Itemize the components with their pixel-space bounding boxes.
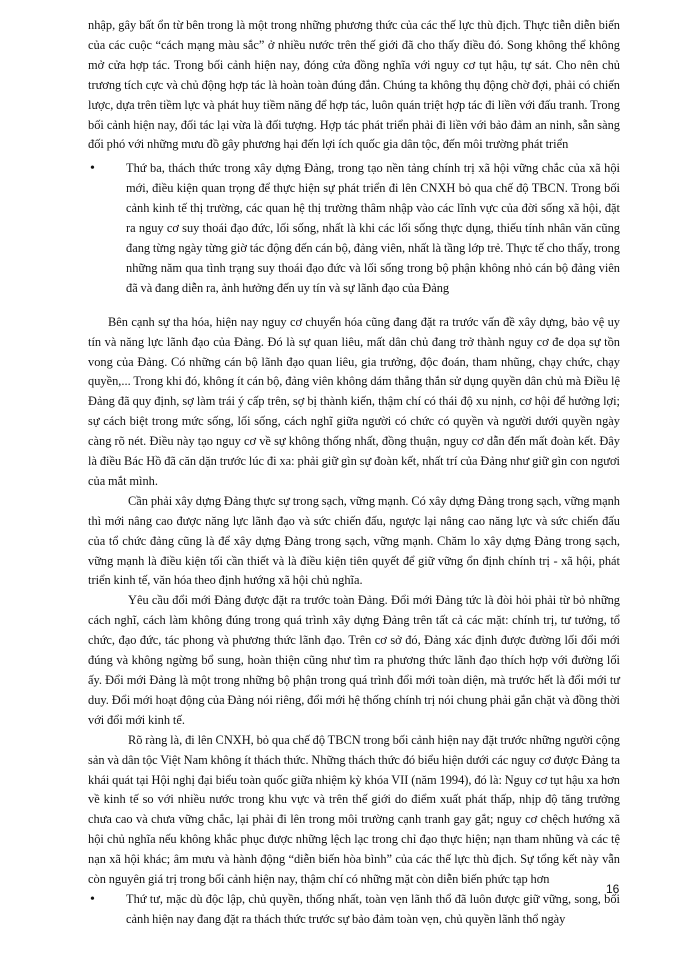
paragraph-6: Rõ ràng là, đi lên CNXH, bỏ qua chế độ TBCN trong bối cảnh hiện nay đặt trước những người cộng sản và dân tộc Việt Nam không ít thách thức. Những thách thức đó biểu hiện dưới các nguy cơ được Đảng ta khái quát tại Hội nghị đại biểu toàn quốc giữa nhiệm kỳ khóa VII (năm 1994), đó là: Nguy cơ tụt hậu xa hơn về kinh tế so với nhiều nước trong khu vực và trên thế giới do điểm xuất phát thấp, nhịp độ tăng trưởng chưa cao và chưa vững chắc, lại phải đi lên trong môi trường cạnh tranh gay gắt; nguy cơ chệch hướng xã hội chủ nghĩa nếu không khắc phục được những lệch lạc trong chỉ đạo thực hiện; nạn tham nhũng và các tệ nạn xã hội khác; âm mưu và hành động “diễn biến hòa bình” của các thế lực thù địch. Sự tổng kết này vẫn còn nguyên giá trị trong bối cảnh hiện nay, thậm chí có những mặt còn diễn biến phức tạp hơn bbox=[88, 732, 620, 887]
bullet-paragraph-fourth: Thứ tư, mặc dù độc lập, chủ quyền, thống nhất, toàn vẹn lãnh thổ đã luôn được giữ vững, song, bối cảnh hiện nay đang đặt ra thách thức trước sự bảo đảm toàn vẹn, chủ quyền lãnh thổ ngày bbox=[126, 891, 620, 926]
bullet-icon: • bbox=[90, 891, 95, 907]
bullet-icon: • bbox=[90, 161, 95, 177]
bullet-item-fourth bbox=[88, 890, 620, 930]
document-page bbox=[88, 16, 620, 930]
bullet-item-third bbox=[88, 159, 620, 298]
bullet-paragraph-third: Thứ ba, thách thức trong xây dựng Đảng, trong tạo nền tảng chính trị xã hội vững chắc của xã hội mới, điều kiện quan trọng để thực hiện sự phát triển đi lên CNXH bỏ qua chế độ TBCN. Trong bối cảnh kinh tế thị trường, các quan hệ thị trường thâm nhập vào các lĩnh vực của đời sống xã hội, đặt ra nguy cơ suy thoái đạo đức, lối sống, nhất là khi các lối sống thực dụng, thiếu tính nhân văn cũng đang từng ngày từng giờ tác động đến cán bộ, đảng viên, nhất là tầng lớp trẻ. Thực tế cho thấy, trong những năm qua tình trạng suy thoái đạo đức và lối sống trong bộ phận không nhỏ cán bộ đảng viên đã và đang diễn ra, ảnh hưởng đến uy tín và sự lãnh đạo của Đảng bbox=[126, 161, 620, 295]
page-number: 16 bbox=[606, 882, 620, 896]
paragraph-3: Bên cạnh sự tha hóa, hiện nay nguy cơ chuyển hóa cũng đang đặt ra trước vấn đề xây dựng, bảo vệ uy tín và năng lực lãnh đạo của Đảng. Đó là sự quan liêu, mất dân chủ đang trở thành nguy cơ đe dọa sự tồn vong của Đảng. Có những cán bộ lãnh đạo quan liêu, gia trưởng, độc đoán, tham nhũng, chạy chức, chạy quyền,... Trong khi đó, không ít cán bộ, đảng viên không dám thẳng thắn sử dụng quyền dân chủ mà Điều lệ Đảng đã quy định, sợ làm trái ý cấp trên, sợ bị thành kiến, thậm chí có thái độ xu nịnh, cơ hội để hưởng lợi; sự cách biệt trong mức sống, lối sống, cách nghĩ giữa người có chức có quyền và người dưới quyền ngày càng rõ nét. Điều này tạo nguy cơ về sự không thống nhất, đồng thuận, nguy cơ dẫn đến mất đoàn kết. Đây là điều Bác Hồ đã căn dặn trước lúc đi xa: phải giữ gìn sự đoàn kết, nhất trí của Đảng như giữ gìn con ngươi của mắt mình. bbox=[88, 314, 620, 488]
paragraph-1: nhập, gây bất ổn từ bên trong là một trong những phương thức của các thế lực thù địch. Thực tiễn diễn biến của các cuộc “cách mạng màu sắc” ở nhiều nước trên thế giới đã cho thấy điều đó. Song không thể không mở cửa hợp tác. Trong bối cảnh hiện nay, đóng cửa đồng nghĩa với nguy cơ tụt hậu, tự sát. Cho nên chủ trương tích cực và chủ động hợp tác là hoàn toàn đúng đắn. Chúng ta không thụ động chờ đợi, phải có chiến lược, dựa trên tiềm lực và phát huy tiềm năng để hợp tác, luôn quán triệt hợp tác đi liền với đấu tranh. Trong bối cảnh hiện nay, đối tác lại vừa là đối tượng. Hợp tác phát triển phải đi liền với bảo đảm an ninh, sẵn sàng đối phó với những mưu đồ gây phương hại đến lợi ích quốc gia dân tộc, đến môi trường phát triển bbox=[88, 18, 620, 152]
paragraph-5: Yêu cầu đổi mới Đảng được đặt ra trước toàn Đảng. Đổi mới Đảng tức là đòi hỏi phải từ bỏ những cách nghĩ, cách làm không đúng trong quá trình xây dựng Đảng trên tất cả các mặt: chính trị, tư tưởng, tổ chức, đạo đức, tác phong và phương thức lãnh đạo. Trên cơ sở đó, Đảng xác định được đường lối đổi mới đúng và không ngừng bổ sung, hoàn thiện cũng như tìm ra phương thức lãnh đạo thích hợp với đường lối ấy. Đổi mới Đảng là một trong những bộ phận trong quá trình đổi mới toàn diện, mà trước hết là đổi mới tư duy. Đổi mới hoạt động của Đảng nói riêng, đổi mới hệ thống chính trị nói chung phải gắn chặt và đồng thời với đổi mới kinh tế. bbox=[88, 593, 620, 727]
paragraph-4: Cần phải xây dựng Đảng thực sự trong sạch, vững mạnh. Có xây dựng Đảng trong sạch, vững mạnh thì mới nâng cao được năng lực lãnh đạo và sức chiến đấu, ngược lại nâng cao năng lực và sức chiến đấu của tổ chức đảng cũng là để xây dựng Đảng trong sạch, vững mạnh. Chăm lo xây dựng Đảng trong sạch, vững mạnh là điều kiện tối cần thiết và là điều kiện tiên quyết để giữ vững ổn định chính trị - xã hội, phát triển kinh tế, văn hóa theo định hướng xã hội chủ nghĩa. bbox=[88, 493, 620, 588]
